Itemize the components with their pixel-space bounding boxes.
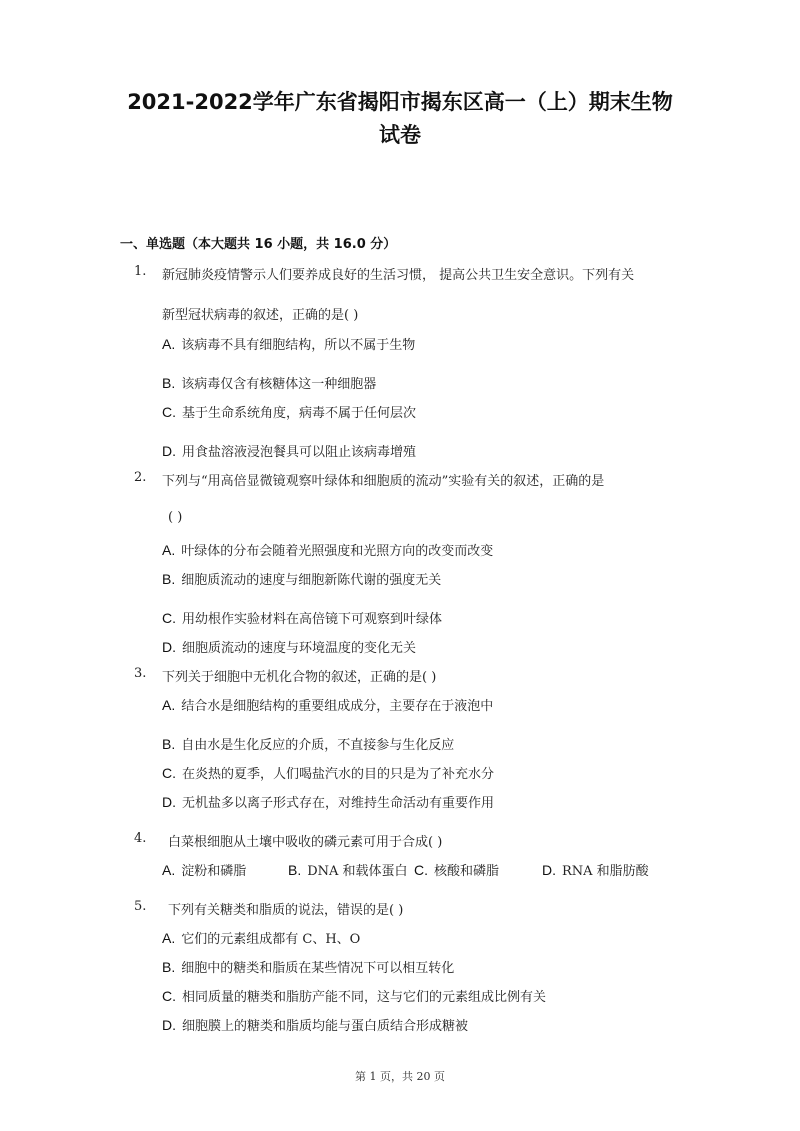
- option-text: 淀粉和磷脂: [181, 864, 247, 879]
- question-number: 5.: [134, 899, 147, 914]
- option-letter: B.: [162, 736, 176, 752]
- option-letter: B.: [162, 375, 176, 391]
- option-c: [162, 402, 416, 421]
- option-a: [162, 860, 246, 879]
- section-heading: 一、单选题（本大题共 16 小题，共 16.0 分）: [120, 237, 397, 252]
- option-letter: C.: [162, 404, 176, 420]
- question-stem: 白菜根细胞从土壤中吸收的磷元素可用于合成( ): [168, 835, 443, 850]
- option-b: [162, 373, 376, 392]
- option-text: 细胞质流动的速度与环境温度的变化无关: [182, 641, 417, 656]
- question-stem: 新冠肺炎疫情警示人们要养成良好的生活习惯， 提高公共卫生安全意识。下列有关: [162, 268, 635, 283]
- option-letter: B.: [288, 862, 302, 878]
- option-letter: C.: [162, 610, 176, 626]
- option-b: [162, 957, 454, 976]
- option-text: 该病毒仅含有核糖体这一种细胞器: [181, 377, 377, 392]
- option-b: [162, 569, 441, 588]
- page-footer: 第 1 页，共 20 页: [355, 1070, 445, 1083]
- option-letter: C.: [162, 765, 176, 781]
- option-text: 相同质量的糖类和脂肪产能不同，这与它们的元素组成比例有关: [182, 990, 547, 1005]
- option-letter: A.: [162, 930, 176, 946]
- option-letter: D.: [162, 794, 176, 810]
- exam-title-line2: 试卷: [379, 123, 421, 147]
- option-text: 细胞膜上的糖类和脂质均能与蛋白质结合形成糖被: [182, 1019, 469, 1034]
- option-text: 叶绿体的分布会随着光照强度和光照方向的改变而改变: [181, 544, 494, 559]
- option-d: [162, 441, 416, 460]
- option-c: [162, 763, 494, 782]
- option-text: 在炎热的夏季，人们喝盐汽水的目的只是为了补充水分: [182, 767, 495, 782]
- option-letter: C.: [162, 988, 176, 1004]
- option-letter: A.: [162, 542, 176, 558]
- question-number: 4.: [134, 831, 147, 846]
- option-letter: B.: [162, 571, 176, 587]
- option-letter: A.: [162, 697, 176, 713]
- question-number: 2.: [134, 470, 147, 485]
- option-b: [288, 860, 408, 879]
- option-text: 它们的元素组成都有 C、H、O: [181, 932, 361, 947]
- question-stem: 下列有关糖类和脂质的说法，错误的是( ): [168, 903, 404, 918]
- option-text: 细胞质流动的速度与细胞新陈代谢的强度无关: [181, 573, 442, 588]
- option-letter: D.: [162, 1017, 176, 1033]
- option-text: 细胞中的糖类和脂质在某些情况下可以相互转化: [181, 961, 455, 976]
- exam-title-line1: 2021-2022学年广东省揭阳市揭东区高一（上）期末生物: [127, 90, 673, 114]
- option-letter: A.: [162, 336, 176, 352]
- option-c: [162, 608, 442, 627]
- question-stem: 下列关于细胞中无机化合物的叙述，正确的是( ): [162, 670, 437, 685]
- option-letter: A.: [162, 862, 176, 878]
- option-text: 核酸和磷脂: [434, 864, 500, 879]
- question-stem: 下列与“用高倍显微镜观察叶绿体和细胞质的流动”实验有关的叙述，正确的是: [162, 474, 605, 489]
- option-text: 基于生命系统角度，病毒不属于任何层次: [182, 406, 417, 421]
- option-letter: D.: [162, 639, 176, 655]
- option-text: RNA 和脂肪酸: [562, 864, 649, 879]
- option-text: 该病毒不具有细胞结构，所以不属于生物: [181, 338, 416, 353]
- option-text: 用幼根作实验材料在高倍镜下可观察到叶绿体: [182, 612, 443, 627]
- question-stem-continued: ( ): [168, 510, 183, 525]
- option-d: [162, 637, 416, 656]
- option-c: [162, 986, 546, 1005]
- option-letter: D.: [542, 862, 556, 878]
- option-text: DNA 和载体蛋白: [307, 864, 408, 879]
- option-a: [162, 695, 493, 714]
- option-text: 用食盐溶液浸泡餐具可以阻止该病毒增殖: [182, 445, 417, 460]
- question-stem-continued: 新型冠状病毒的叙述，正确的是( ): [162, 308, 359, 323]
- option-d: [162, 1015, 468, 1034]
- question-number: 1.: [134, 264, 147, 279]
- option-text: 无机盐多以离子形式存在，对维持生命活动有重要作用: [182, 796, 495, 811]
- question-number: 3.: [134, 666, 147, 681]
- option-c: [414, 860, 499, 879]
- option-text: 结合水是细胞结构的重要组成成分，主要存在于液泡中: [181, 699, 494, 714]
- option-a: [162, 334, 415, 353]
- option-text: 自由水是生化反应的介质，不直接参与生化反应: [181, 738, 455, 753]
- option-b: [162, 734, 454, 753]
- option-d: [162, 792, 494, 811]
- option-d: [542, 860, 649, 879]
- option-a: [162, 540, 493, 559]
- option-letter: B.: [162, 959, 176, 975]
- option-letter: C.: [414, 862, 428, 878]
- option-letter: D.: [162, 443, 176, 459]
- option-a: [162, 928, 360, 947]
